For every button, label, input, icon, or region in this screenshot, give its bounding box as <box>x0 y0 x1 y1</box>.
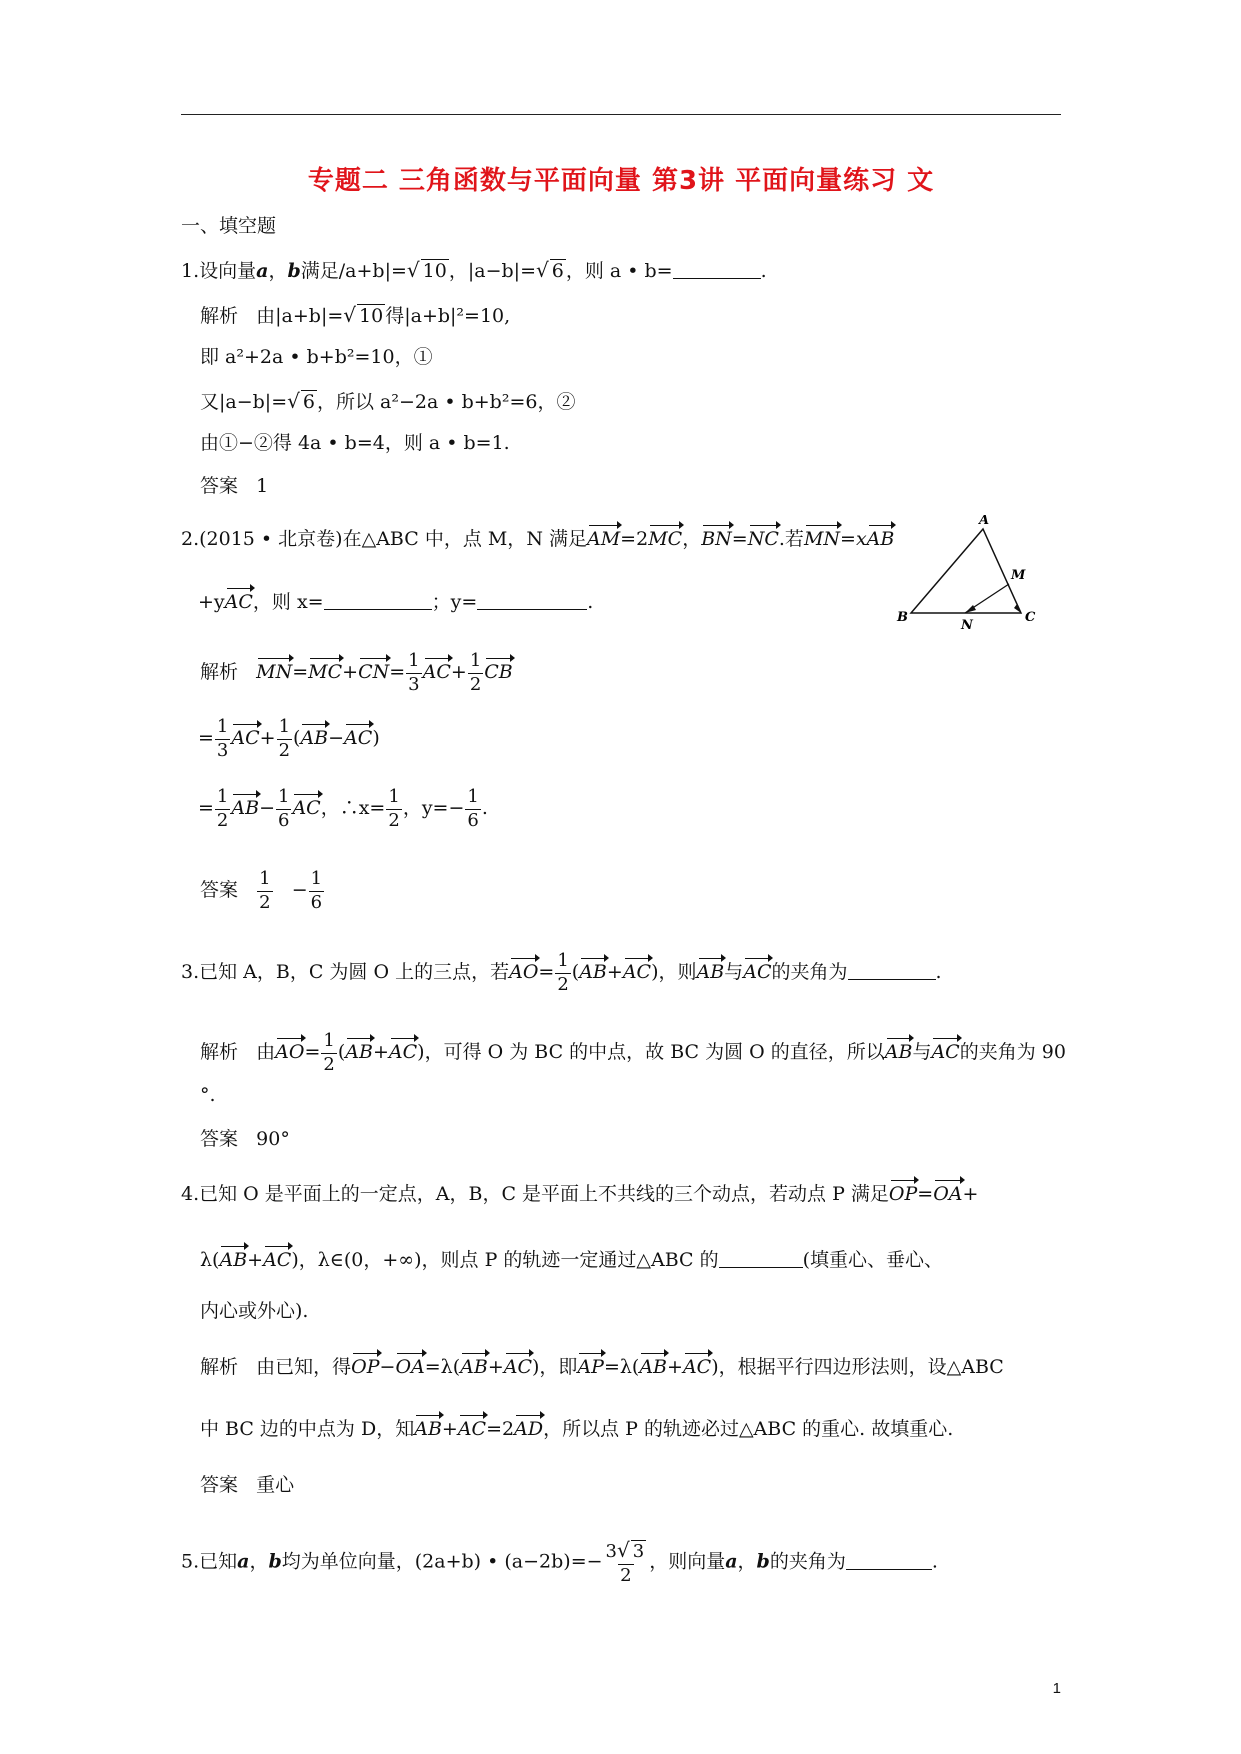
answer-blank[interactable] <box>673 259 761 279</box>
q1-answer: 答案 1 <box>200 475 269 497</box>
q1-solution-line-3: 又|a−b|=√ 6 ，所以 a²−2a • b+b²=6，② <box>200 389 576 413</box>
q3-solution-line-1: 解析 由AO= $\frac{1}{2}$ (AB+AC)，可得 O 为 BC 的中点，故 BC 为圆 O 的直径，所以AB与AC的夹角为 90 <box>200 1030 1066 1075</box>
answer-blank-x[interactable] <box>324 590 432 610</box>
answer-blank[interactable] <box>846 1550 932 1570</box>
answer-blank[interactable] <box>848 960 936 980</box>
figure-label-c: C <box>1025 610 1036 625</box>
q1-solution-line-1: 解析 由|a+b|=√ 10 得|a+b|²=10, <box>200 303 511 327</box>
page-title: 专题二 三角函数与平面向量 第3讲 平面向量练习 文 <box>307 166 935 196</box>
answer-blank[interactable] <box>719 1248 803 1268</box>
q2-solution-line-2: = $\frac{1}{3}$ AC+ $\frac{1}{2}$ (AB−AC) <box>198 716 380 761</box>
question-3: 3.已知 A，B，C 为圆 O 上的三点，若AO= $\frac{1}{2}$ (AB+AC)，则AB与AC的夹角为 . <box>181 950 942 995</box>
q1-solution-line-4: 由①−②得 4a • b=4，则 a • b=1. <box>200 432 510 454</box>
q1-solution-line-2: 即 a²+2a • b+b²=10，① <box>200 346 433 368</box>
q4-solution-line-2: 中 BC 边的中点为 D，知AB+AC=2AD，所以点 P 的轨迹必过△ABC 的重心. 故填重心. <box>200 1418 954 1440</box>
q3-solution-line-2: °. <box>200 1084 216 1106</box>
triangle-figure <box>893 515 1043 635</box>
q3-answer: 答案 90° <box>200 1128 290 1150</box>
page-number: 1 <box>1052 1680 1061 1697</box>
answer-blank-y[interactable] <box>477 590 587 610</box>
question-2-line-2: +yAC，则 x= ；y= . <box>198 591 594 613</box>
figure-label-n: N <box>961 618 973 633</box>
question-4: 4.已知 O 是平面上的一定点，A，B，C 是平面上不共线的三个动点，若动点 P 满足OP=OA+ <box>181 1183 979 1205</box>
q4-answer: 答案 重心 <box>200 1474 295 1496</box>
figure-label-a: A <box>979 515 990 528</box>
header-rule <box>181 114 1061 115</box>
question-4-line-3: 内心或外心). <box>200 1300 309 1322</box>
q2-solution-line-3: = $\frac{1}{2}$ AB− $\frac{1}{6}$ AC，∴x= $\frac{1}{2}$ ，y=− $\frac{1}{6}$ . <box>198 786 488 831</box>
question-4-line-2: λ(AB+AC)，λ∈(0，+∞)，则点 P 的轨迹一定通过△ABC 的 (填重心、垂心、 <box>200 1249 944 1271</box>
figure-label-m: M <box>1011 568 1026 583</box>
q4-solution-line-1: 解析 由已知，得OP−OA=λ(AB+AC)，即AP=λ(AB+AC)，根据平行四边形法则，设△ABC <box>200 1356 1004 1378</box>
question-5: 5.已知a，b均为单位向量，(2a+b) • (a−2b)=− $\frac{3√ 3}{2}$ ，则向量a，b的夹角为 . <box>181 1538 938 1586</box>
figure-label-b: B <box>897 610 908 625</box>
q2-answer: 答案 $\frac{1}{2}$ − $\frac{1}{6}$ <box>200 868 323 913</box>
question-2: 2.(2015 • 北京卷)在△ABC 中，点 M，N 满足AM=2MC，BN=NC.若MN=xAB <box>181 528 895 550</box>
q2-solution-line-1: 解析 MN=MC+CN= $\frac{1}{3}$ AC+ $\frac{1}{2}$ CB <box>200 650 513 695</box>
section-heading: 一、填空题 <box>181 215 277 237</box>
question-1: 1.设向量a，b满足/a+b|=√ 10 ，|a−b|=√ 6 ，则 a • b= . <box>181 258 767 282</box>
